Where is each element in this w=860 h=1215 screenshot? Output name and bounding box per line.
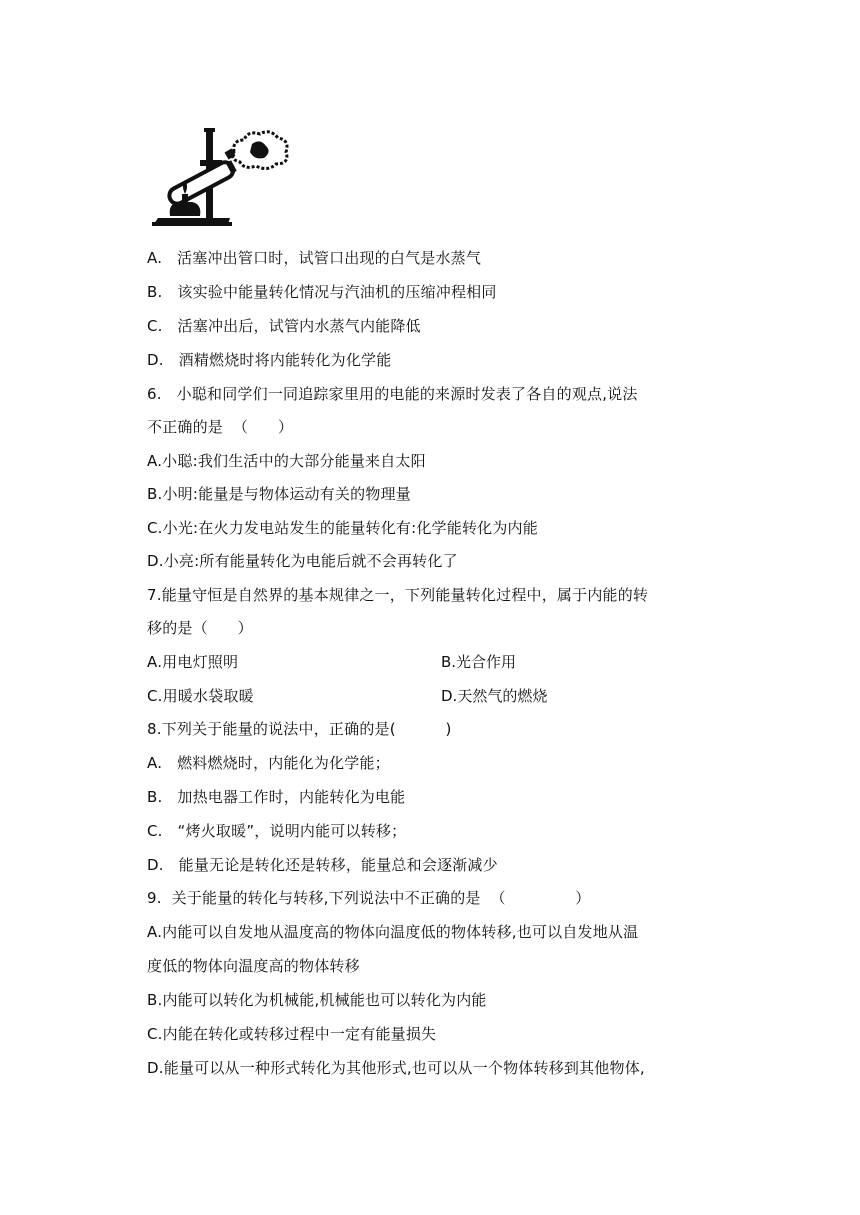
q7-option-a: A.用电灯照明 [147, 653, 239, 671]
q7-option-c: C.用暖水袋取暖 [147, 687, 254, 705]
q8-option-a: A. 燃料燃烧时，内能化为化学能； [147, 754, 390, 772]
q6-stem: 6. 小聪和同学们一同追踪家里用的电能的来源时发表了各自的观点,说法 [147, 385, 638, 403]
q6-option-c: C.小光:在火力发电站发生的能量转化有:化学能转化为内能 [147, 519, 538, 537]
q7-stem-cont: 移的是（ ） [147, 619, 253, 637]
q9-option-b: B.内能可以转化为机械能,机械能也可以转化为内能 [147, 991, 487, 1009]
q9-option-c: C.内能在转化或转移过程中一定有能量损失 [147, 1025, 437, 1043]
test-tube-experiment-figure [148, 120, 298, 230]
q5-option-a: A. 活塞冲出管口时，试管口出现的白气是水蒸气 [147, 249, 482, 267]
q6-option-d: D.小亮:所有能量转化为电能后就不会再转化了 [147, 552, 458, 570]
q5-option-c: C. 活塞冲出后，试管内水蒸气内能降低 [147, 317, 421, 335]
q7-option-d: D.天然气的燃烧 [441, 687, 548, 705]
q8-option-b: B. 加热电器工作时，内能转化为电能 [147, 788, 406, 806]
q6-option-b: B.小明:能量是与物体运动有关的物理量 [147, 485, 411, 503]
q9-stem: 9. 关于能量的转化与转移,下列说法中不正确的是 （ ） [147, 889, 591, 907]
q8-option-c: C. “烤火取暖”，说明内能可以转移； [147, 822, 407, 840]
q6-stem-cont: 不正确的是 （ ） [147, 418, 294, 436]
q6-option-a: A.小聪:我们生活中的大部分能量来自太阳 [147, 452, 426, 470]
q5-option-b: B. 该实验中能量转化情况与汽油机的压缩冲程相同 [147, 283, 497, 301]
q5-option-d: D. 酒精燃烧时将内能转化为化学能 [147, 351, 392, 369]
q8-stem: 8.下列关于能量的说法中，正确的是( ) [147, 720, 452, 738]
q7-stem: 7.能量守恒是自然界的基本规律之一，下列能量转化过程中，属于内能的转 [147, 586, 649, 604]
q9-option-a-cont: 度低的物体向温度高的物体转移 [147, 957, 360, 975]
q9-option-a: A.内能可以自发地从温度高的物体向温度低的物体转移,也可以自发地从温 [147, 923, 639, 941]
q8-option-d: D. 能量无论是转化还是转移，能量总和会逐渐减少 [147, 856, 498, 874]
q7-option-b: B.光合作用 [441, 653, 517, 671]
q9-option-d: D.能量可以从一种形式转化为其他形式,也可以从一个物体转移到其他物体, [147, 1059, 645, 1077]
